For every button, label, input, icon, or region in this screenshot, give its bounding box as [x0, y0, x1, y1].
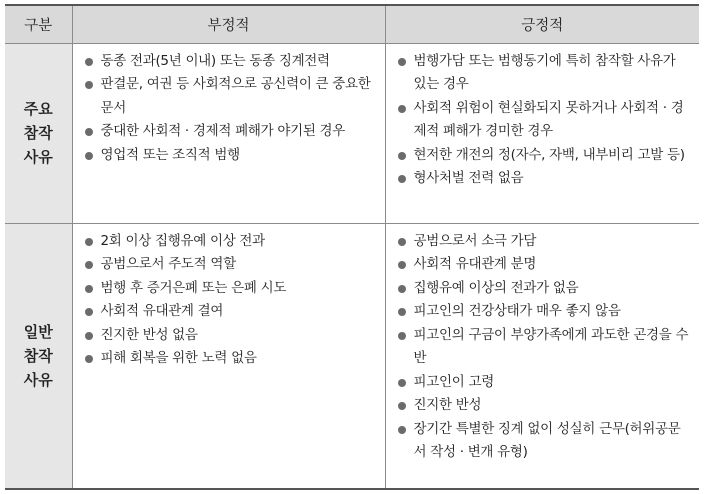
bullet-icon [85, 285, 93, 293]
bullet-icon [85, 308, 93, 316]
bullet-icon [85, 261, 93, 269]
list-item [85, 73, 377, 120]
list-item [85, 300, 377, 324]
sentencing-factors-table [5, 4, 699, 490]
list-item-text: 동종 전과(5년 이내) 또는 동종 징계전력 [100, 52, 330, 69]
bullet-icon [85, 355, 93, 363]
list-item-text: 형사처벌 전력 없음 [413, 170, 524, 186]
list-item-text: 사회적 유대관계 결여 [100, 303, 224, 319]
bullet-icon [398, 332, 406, 340]
bullet-icon [398, 152, 406, 160]
list-item-text: 집행유예 이상의 전과가 없음 [413, 279, 579, 296]
list-item [85, 50, 377, 74]
row-label-line: 일반 [23, 322, 53, 341]
list-item [85, 347, 377, 371]
list-item [398, 277, 692, 301]
bullet-icon [85, 58, 93, 66]
row-label-line: 참작 [23, 346, 53, 365]
table-row-major-factors [5, 43, 699, 223]
list-item [398, 144, 692, 168]
major-negative-cell [72, 43, 385, 223]
list-item-text: 사회적 위험이 현실화되지 못하거나 사회적 · 경제적 폐해가 경미한 경우 [413, 99, 684, 139]
header-positive: 긍정적 [385, 5, 699, 43]
list-item-text: 진지한 반성 [413, 397, 482, 413]
bullet-icon [398, 379, 406, 387]
header-row [5, 5, 699, 43]
list-item [398, 371, 692, 395]
general-positive-cell [385, 223, 699, 489]
list-item-text: 중대한 사회적 · 경제적 폐해가 야기된 경우 [100, 123, 346, 139]
bullet-icon [85, 81, 93, 89]
major-positive-list [398, 50, 692, 191]
list-item-text: 2회 이상 집행유예 이상 전과 [100, 232, 265, 249]
list-item-text: 범행가담 또는 범행동기에 특히 참작할 사유가 있는 경우 [413, 52, 676, 92]
list-item [398, 97, 692, 144]
bullet-icon [398, 175, 406, 183]
row-label-line: 주요 [23, 100, 53, 118]
list-item-text: 피고인이 고령 [413, 373, 494, 390]
bullet-icon [85, 238, 93, 246]
list-item [398, 167, 692, 191]
bullet-icon [398, 402, 406, 410]
row-label-line: 사유 [23, 148, 53, 166]
list-item-text: 장기간 특별한 징계 없이 성실히 근무(허위공문서 작성 · 변개 유형) [413, 420, 681, 460]
list-item-text: 피고인의 건강상태가 매우 좋지 않음 [413, 303, 621, 319]
general-negative-cell [72, 223, 385, 489]
table-row-general-factors [5, 223, 699, 489]
bullet-icon [398, 261, 406, 269]
bullet-icon [85, 332, 93, 340]
list-item-text: 범행 후 증거은폐 또는 은폐 시도 [100, 279, 287, 296]
list-item [85, 253, 377, 277]
list-item [398, 300, 692, 324]
list-item [398, 394, 692, 418]
list-item-text: 사회적 유대관계 분명 [413, 256, 537, 272]
header-category: 구분 [5, 5, 72, 43]
list-item-text: 피해 회복을 위한 노력 없음 [100, 350, 257, 366]
list-item-text: 공범으로서 소극 가담 [413, 232, 537, 249]
list-item [85, 324, 377, 348]
header-negative: 부정적 [72, 5, 385, 43]
list-item-text: 판결문, 여권 등 사회적으로 공신력이 큰 중요한 문서 [100, 76, 371, 116]
list-item [398, 253, 692, 277]
list-item-text: 진지한 반성 없음 [100, 326, 198, 343]
list-item [85, 120, 377, 144]
bullet-icon [398, 58, 406, 66]
bullet-icon [398, 285, 406, 293]
list-item [398, 418, 692, 465]
general-negative-list [85, 230, 377, 371]
list-item-text: 영업적 또는 조직적 범행 [100, 146, 240, 163]
bullet-icon [398, 426, 406, 434]
list-item-text: 피고인의 구금이 부양가족에게 과도한 곤경을 수반 [413, 326, 689, 366]
list-item-text: 현저한 개전의 정(자수, 자백, 내부비리 고발 등) [413, 146, 685, 163]
row-label-line: 참작 [23, 124, 53, 142]
major-negative-list [85, 50, 377, 168]
row-label-line: 사유 [23, 370, 53, 389]
bullet-icon [85, 152, 93, 160]
bullet-icon [398, 308, 406, 316]
bullet-icon [85, 128, 93, 136]
list-item [398, 230, 692, 254]
bullet-icon [398, 105, 406, 113]
list-item [85, 144, 377, 168]
general-positive-list [398, 230, 692, 465]
list-item-text: 공범으로서 주도적 역할 [100, 256, 236, 272]
row-label-major [5, 43, 72, 223]
major-positive-cell [385, 43, 699, 223]
list-item [398, 324, 692, 371]
bullet-icon [398, 238, 406, 246]
row-label-general [5, 223, 72, 489]
list-item [85, 277, 377, 301]
list-item [85, 230, 377, 254]
list-item [398, 50, 692, 97]
